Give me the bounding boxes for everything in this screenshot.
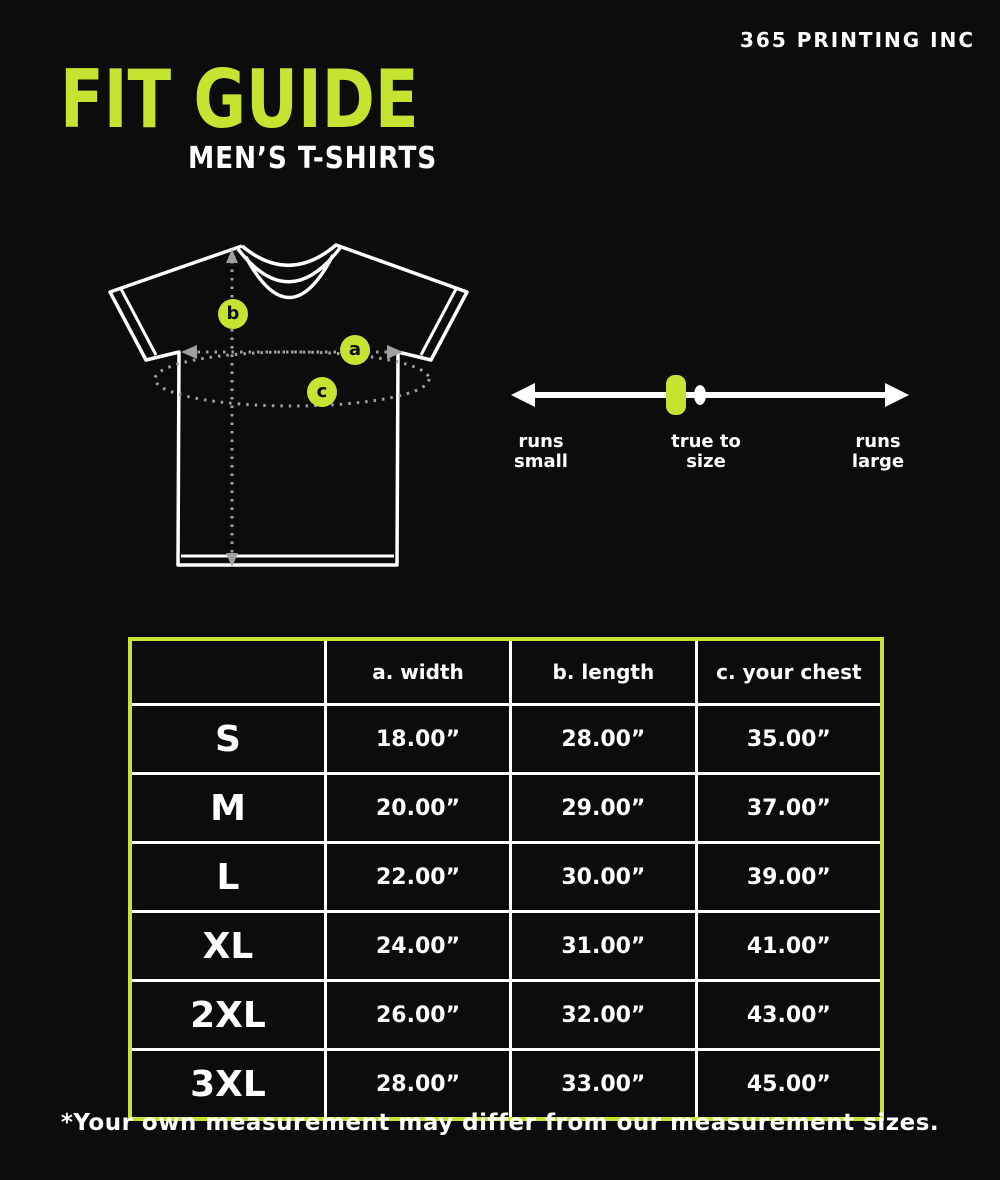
- length-value: 32.00”: [511, 981, 697, 1050]
- arrow-left-icon: [181, 345, 197, 359]
- marker-letter: a: [348, 339, 362, 360]
- fit-scale-arrow-graphic: [505, 368, 915, 428]
- label-line: large: [851, 450, 905, 472]
- header-size: [130, 639, 326, 705]
- width-marker-a: [340, 335, 370, 365]
- length-value: 33.00”: [511, 1050, 697, 1120]
- width-value: 26.00”: [326, 981, 511, 1050]
- arrow-right-icon: [885, 383, 909, 407]
- chest-value: 45.00”: [696, 1050, 882, 1120]
- width-value: 20.00”: [326, 774, 511, 843]
- tshirt-body-outline: [110, 245, 467, 565]
- chest-value: 35.00”: [696, 705, 882, 774]
- size-label: L: [130, 843, 326, 912]
- size-label: S: [130, 705, 326, 774]
- tshirt-outline-graphic: [105, 243, 470, 573]
- scale-dot: [694, 385, 706, 405]
- fit-scale-label-runs-large: [852, 432, 904, 472]
- length-marker-b: [218, 299, 248, 329]
- arrow-right-icon: [387, 345, 403, 359]
- label-line: small: [514, 450, 568, 472]
- fit-scale-label-runs-small: [514, 432, 568, 472]
- header-chest: c. your chest: [696, 639, 882, 705]
- table-row-m: [130, 774, 882, 843]
- brand-name: 365 PRINTING INC: [739, 28, 975, 52]
- page-title: FIT GUIDE: [60, 53, 419, 146]
- table-row-l: [130, 843, 882, 912]
- table-row-2xl: [130, 981, 882, 1050]
- marker-letter: c: [316, 381, 328, 402]
- tshirt-measurement-diagram: [105, 243, 470, 573]
- label-line: true to: [671, 431, 741, 452]
- size-label: XL: [130, 912, 326, 981]
- label-line: runs: [518, 431, 564, 452]
- size-label: 3XL: [130, 1050, 326, 1120]
- width-value: 22.00”: [326, 843, 511, 912]
- table-row-s: [130, 705, 882, 774]
- size-label: M: [130, 774, 326, 843]
- size-chart-table: [128, 637, 884, 1121]
- fit-scale-label-true-to-size: [671, 432, 741, 472]
- length-value: 31.00”: [511, 912, 697, 981]
- chest-value: 37.00”: [696, 774, 882, 843]
- fit-position-marker: [666, 375, 686, 415]
- table-row-3xl: [130, 1050, 882, 1120]
- size-label: 2XL: [130, 981, 326, 1050]
- arrow-left-icon: [511, 383, 535, 407]
- chest-value: 41.00”: [696, 912, 882, 981]
- label-line: size: [686, 450, 726, 472]
- width-value: 18.00”: [326, 705, 511, 774]
- width-value: 24.00”: [326, 912, 511, 981]
- table-row-xl: [130, 912, 882, 981]
- length-value: 30.00”: [511, 843, 697, 912]
- collar-arc: [246, 255, 333, 298]
- chest-marker-c: [307, 377, 337, 407]
- header-width: a. width: [326, 639, 511, 705]
- fit-scale: [505, 368, 915, 483]
- table-header-row: [130, 639, 882, 705]
- width-value: 28.00”: [326, 1050, 511, 1120]
- label-line: runs: [855, 431, 901, 452]
- header-length: b. length: [511, 639, 697, 705]
- marker-letter: b: [226, 303, 240, 324]
- chest-value: 39.00”: [696, 843, 882, 912]
- chest-measure-ellipse: [155, 352, 429, 406]
- measurement-disclaimer: *Your own measurement may differ from our measurement sizes.: [60, 1110, 940, 1136]
- length-value: 29.00”: [511, 774, 697, 843]
- page-subtitle: MEN’S T-SHIRTS: [187, 141, 437, 176]
- length-value: 28.00”: [511, 705, 697, 774]
- chest-value: 43.00”: [696, 981, 882, 1050]
